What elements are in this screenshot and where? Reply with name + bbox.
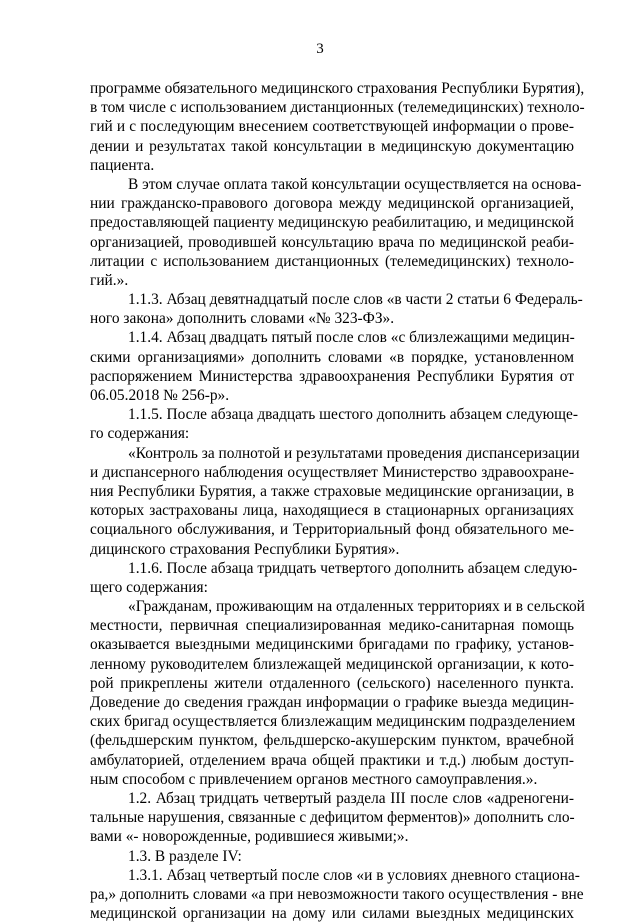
text-line: предоставляющей пациенту медицинскую реабилитацию, и медицинской	[90, 214, 574, 232]
text-line: рой прикреплены жители отдаленного (сельского) населенного пункта.	[90, 674, 574, 692]
text-line: местности, первичная специализированная медико-санитарная помощь	[90, 617, 574, 635]
text-line: в том числе с использованием дистанционных (телемедицинских) техноло-	[90, 99, 585, 117]
text-line: тальные нарушения, связанные с дефицитом ферментов)» дополнить сло-	[90, 809, 575, 827]
text-line: «Контроль за полнотой и результатами проведения диспансеризации	[128, 444, 580, 462]
text-line: распоряжением Министерства здравоохранения Республики Бурятия от	[90, 367, 574, 385]
text-line: ра,» дополнить словами «а при невозможности такого осуществления - вне	[90, 885, 584, 903]
text-line: скими организациями» дополнить словами «в порядке, установленном	[90, 348, 574, 366]
text-line: (фельдшерским пунктом, фельдшерско-акушерским пунктом, врачебной	[90, 732, 574, 750]
text-line: 1.1.4. Абзац двадцать пятый после слов «с близлежащими медицин-	[128, 329, 575, 347]
text-line: и диспансерного наблюдения осуществляет Министерство здравоохране-	[90, 463, 574, 481]
text-line: 1.3.1. Абзац четвертый после слов «и в условиях дневного стациона-	[128, 866, 580, 884]
text-line: дении и результатах такой консультации в медицинскую документацию	[90, 137, 574, 155]
text-line: «Гражданам, проживающим на отдаленных территориях и в сельской	[128, 598, 585, 616]
text-line: 1.3. В разделе IV:	[128, 847, 242, 865]
document-body	[90, 79, 585, 923]
page-number: 3	[316, 41, 324, 57]
text-line: ния Республики Бурятия, а также страховые медицинские организации, в	[90, 482, 574, 500]
text-line: нии гражданско-правового договора между медицинской организацией,	[90, 195, 574, 213]
text-line: гий и с последующим внесением соответствующей информации о прове-	[90, 118, 574, 136]
text-line: ного закона» дополнить словами «№ 323-ФЗ».	[90, 310, 395, 328]
text-line: 1.2. Абзац тридцать четвертый раздела III после слов «адреногени-	[128, 789, 574, 807]
text-line: пациента.	[90, 156, 155, 174]
text-line: щего содержания:	[90, 578, 208, 596]
text-line: социального обслуживания, и Территориальный фонд обязательного ме-	[90, 521, 574, 539]
text-line: го содержания:	[90, 425, 190, 443]
text-line: 1.1.3. Абзац девятнадцатый после слов «в части 2 статьи 6 Федераль-	[128, 291, 583, 309]
text-line: которых застрахованы лица, находящиеся в стационарных организациях	[90, 502, 574, 520]
text-line: медицинской организации на дому или силами выездных медицинских	[90, 905, 574, 923]
text-line: программе обязательного медицинского страхования Республики Бурятия),	[90, 80, 585, 97]
text-line: ленному руководителем близлежащей медицинской организации, к кото-	[90, 655, 574, 673]
text-line: 06.05.2018 № 256-р».	[90, 387, 230, 404]
text-line: дицинского страхования Республики Бурятия».	[90, 540, 400, 558]
text-line: В этом случае оплата такой консультации осуществляется на основа-	[128, 175, 582, 193]
text-line: 1.1.5. После абзаца двадцать шестого дополнить абзацем следующе-	[128, 406, 578, 424]
text-line: ным способом с привлечением органов местного самоуправления.».	[90, 770, 538, 788]
text-line: оказывается выездными медицинскими бригадами по графику, установ-	[90, 636, 574, 654]
text-line: амбулаторией, отделением врача общей практики и т.д.) любым доступ-	[90, 751, 574, 769]
text-line: литации с использованием дистанционных (телемедицинских) техноло-	[90, 252, 574, 270]
text-line: гий.».	[90, 271, 129, 289]
text-line: Доведение до сведения граждан информации о графике выезда медицин-	[90, 694, 574, 711]
text-line: вами «- новорожденные, родившиеся живыми;».	[90, 828, 409, 846]
text-line: организацией, проводившей консультацию врача по медицинской реаби-	[90, 233, 574, 251]
text-line: ских бригад осуществляется близлежащим медицинским подразделением	[90, 713, 576, 731]
text-line: 1.1.6. После абзаца тридцать четвертого дополнить абзацем следую-	[128, 559, 578, 577]
